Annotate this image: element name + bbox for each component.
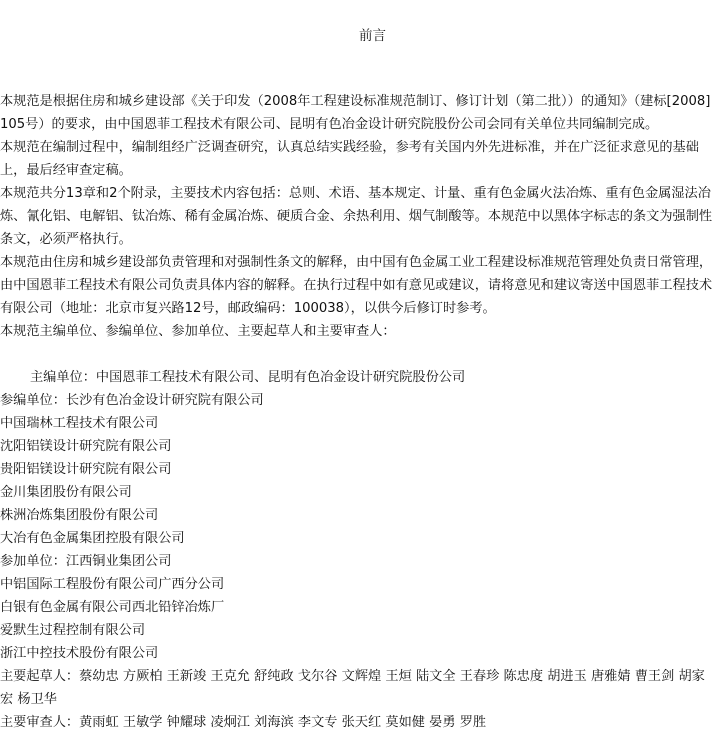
paragraph-contents: 本规范共分13章和2个附录，主要技术内容包括：总则、术语、基本规定、计量、重有色金属火法冶炼、重有色金属湿法冶炼、氰化铝、电解铝、钛冶炼、稀有金属冶炼、硬质合金、余热利用、烟气制酸等。本规范中以黑体字标志的条文为强制性条文，必须严格执行。 — [0, 186, 713, 247]
blank-line — [0, 343, 714, 366]
document-body — [0, 90, 714, 734]
unit-line: 金川集团股份有限公司 — [0, 485, 132, 500]
unit-line: 参编单位：长沙有色冶金设计研究院有限公司 — [0, 393, 264, 408]
paragraph-units-intro: 本规范主编单位、参编单位、参加单位、主要起草人和主要审查人： — [0, 324, 396, 339]
paragraph-management: 本规范由住房和城乡建设部负责管理和对强制性条文的解释，由中国有色金属工业工程建设标准规范管理处负责日常管理，由中国恩菲工程技术有限公司负责具体内容的解释。在执行过程中如有意见或建议，请将意见和建议寄送中国恩菲工程技术有限公司（地址：北京市复兴路12号，邮政编码：100038），以供今后修订时参考。 — [0, 255, 713, 316]
unit-line: 参加单位：江西铜业集团公司 — [0, 554, 172, 569]
unit-line: 贵阳铝镁设计研究院有限公司 — [0, 462, 172, 477]
unit-line: 浙江中控技术股份有限公司 — [0, 646, 159, 661]
unit-line: 中铝国际工程股份有限公司广西分公司 — [0, 577, 225, 592]
unit-line: 中国瑞林工程技术有限公司 — [0, 416, 159, 431]
page-title: 前言 — [359, 28, 386, 44]
paragraph-process: 本规范在编制过程中，编制组经广泛调查研究，认真总结实践经验，参考有关国内外先进标准，并在广泛征求意见的基础上，最后经审查定稿。 — [0, 140, 699, 178]
drafters-line: 主要起草人：蔡幼忠 方厥柏 王新竣 王克允 舒纯政 戈尔谷 文辉煌 王烜 陆文全 王春珍 陈忠度 胡进玉 唐雅婧 曹王剑 胡家宏 杨卫华 — [0, 669, 705, 707]
unit-line: 爱默生过程控制有限公司 — [0, 623, 146, 638]
reviewers-line: 主要审查人：黄雨虹 王敏学 钟耀球 凌炯江 刘海滨 李文专 张天红 莫如健 晏勇 罗胜 — [0, 715, 487, 730]
unit-line: 株洲冶炼集团股份有限公司 — [0, 508, 159, 523]
paragraph-basis: 本规范是根据住房和城乡建设部《关于印发（2008年工程建设标准规范制订、修订计划（第二批））的通知》（建标[2008]105号）的要求，由中国恩菲工程技术有限公司、昆明有色冶金设计研究院股份公司会同有关单位共同编制完成。 — [0, 94, 711, 132]
unit-line: 大冶有色金属集团控股有限公司 — [0, 531, 185, 546]
unit-line: 白银有色金属有限公司西北铅锌冶炼厂 — [0, 600, 225, 615]
unit-line: 沈阳铝镁设计研究院有限公司 — [0, 439, 172, 454]
chief-units-line: 主编单位：中国恩菲工程技术有限公司、昆明有色冶金设计研究院股份公司 — [30, 370, 466, 385]
